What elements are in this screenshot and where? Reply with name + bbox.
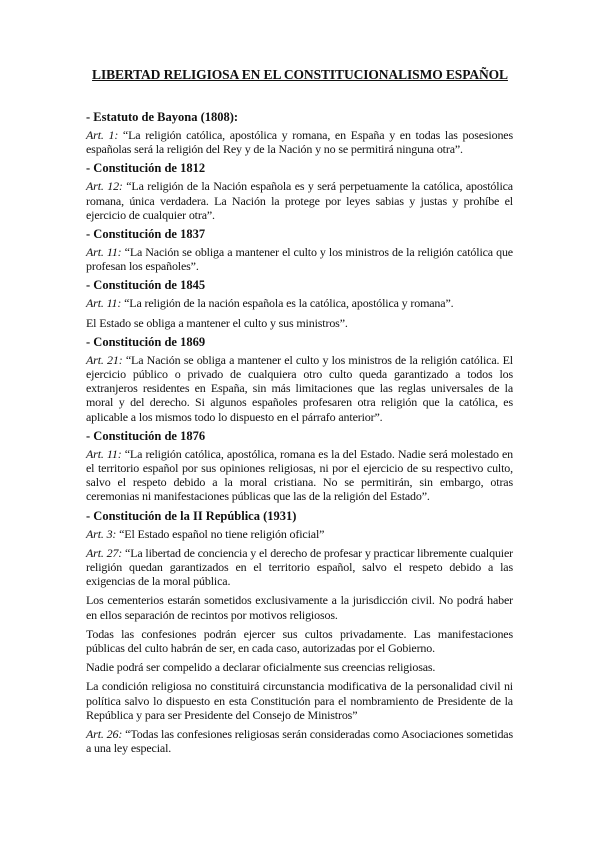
article-number: Art. 3:: [86, 526, 117, 541]
article-text: Todas las confesiones podrán ejercer sus cultos privadamente. Las manifestaciones públicas del culto habrán de ser, en cada caso, autorizadas por el Gobierno.: [86, 626, 513, 656]
article-text: “El Estado español no tiene religión oficial”: [116, 526, 325, 541]
article-paragraph: [86, 353, 513, 424]
article-text: “La libertad de conciencia y el derecho de profesar y practicar libremente cualquier religión quedan garantizados en el territorio español, salvo el respeto debido a las exigencias de la moral pública.: [86, 545, 513, 589]
section-heading: - Constitución de 1876: [86, 428, 206, 443]
article-paragraph: [86, 679, 513, 722]
article-paragraph: [86, 546, 513, 589]
article-text: “La religión católica, apostólica y romana, en España y en todas las posesiones españolas será la religión del Rey y de la Nación y no se permitirá ninguna otra”.: [86, 128, 514, 157]
constitution-section: [86, 429, 513, 504]
article-paragraph: [86, 179, 513, 222]
article-text: El Estado se obliga a mantener el culto y sus ministros”.: [86, 315, 348, 330]
article-paragraph: [86, 447, 513, 504]
article-number: Art. 26:: [86, 727, 123, 742]
article-text: “La Nación se obliga a mantener el culto y los ministros de la religión católica. El ejercicio público o privado de cualquiera otro culto queda garantizado a todos los extranjeros residentes en España, sin más limitaciones que las reglas universales de la moral y del derecho. Si algunos españoles profesaren otra religión que la católica, es aplicable a los mismos todo lo dispuesto en el párrafo anterior”.: [86, 352, 513, 424]
article-number: Art. 12:: [86, 179, 123, 194]
document-title: LIBERTAD RELIGIOSA EN EL CONSTITUCIONALISMO ESPAÑOL: [92, 67, 508, 82]
article-text: “La religión de la nación española es la católica, apostólica y romana”.: [121, 296, 454, 311]
article-text: “La religión de la Nación española es y será perpetuamente la católica, apostólica romana, única verdadera. La Nación la protege por leyes sabias y justas y prohíbe el ejercicio de cualquier otra”.: [86, 179, 513, 222]
article-text: “La Nación se obliga a mantener el culto y los ministros de la religión católica que profesan los españoles”.: [86, 245, 513, 274]
article-number: Art. 11:: [86, 296, 122, 311]
article-paragraph: [86, 316, 513, 330]
section-heading: - Constitución de la II República (1931): [86, 508, 297, 523]
article-text: Nadie podrá ser compelido a declarar oficialmente sus creencias religiosas.: [86, 660, 436, 675]
constitution-section: [86, 335, 513, 424]
article-text: “Todas las confesiones religiosas serán consideradas como Asociaciones sometidas a una ley especial.: [86, 727, 513, 756]
document-body: [86, 110, 513, 761]
section-heading: - Constitución de 1812: [86, 161, 206, 176]
article-paragraph: [86, 727, 513, 755]
article-number: Art. 11:: [86, 245, 122, 260]
article-text: “La religión católica, apostólica, romana es la del Estado. Nadie será molestado en el territorio español por sus opiniones religiosas, ni por el ejercicio de su respectivo culto, salvo el respeto debido a la moral cristiana. No se permitirán, sin embargo, otras ceremonias ni manifestaciones públicas que las de la religión del Estado”.: [86, 446, 513, 504]
article-text: La condición religiosa no constituirá circunstancia modificativa de la personalidad civil ni política salvo lo dispuesto en esta Constitución para el nombramiento de Presidente de la República y para ser Presidente del Consejo de Ministros”: [86, 679, 513, 722]
section-heading: - Constitución de 1869: [86, 334, 206, 349]
constitution-section: [86, 110, 513, 156]
article-paragraph: [86, 527, 513, 541]
section-heading: - Constitución de 1837: [86, 227, 206, 242]
article-paragraph: [86, 296, 513, 310]
article-number: Art. 1:: [86, 128, 119, 142]
article-number: Art. 21:: [86, 352, 123, 367]
article-paragraph: [86, 660, 513, 674]
constitution-section: [86, 161, 513, 222]
article-paragraph: [86, 128, 513, 156]
article-paragraph: [86, 593, 513, 621]
article-paragraph: [86, 245, 513, 273]
article-number: Art. 27:: [86, 545, 123, 560]
constitution-section: [86, 227, 513, 273]
constitution-section: [86, 509, 513, 756]
section-heading: - Constitución de 1845: [86, 278, 206, 293]
article-paragraph: [86, 627, 513, 655]
section-heading: - Estatuto de Bayona (1808):: [86, 110, 239, 124]
article-text: Los cementerios estarán sometidos exclusivamente a la jurisdicción civil. No podrá haber en ellos separación de recintos por motivos religiosos.: [86, 593, 513, 622]
article-number: Art. 11:: [86, 446, 122, 461]
constitution-section: [86, 278, 513, 329]
